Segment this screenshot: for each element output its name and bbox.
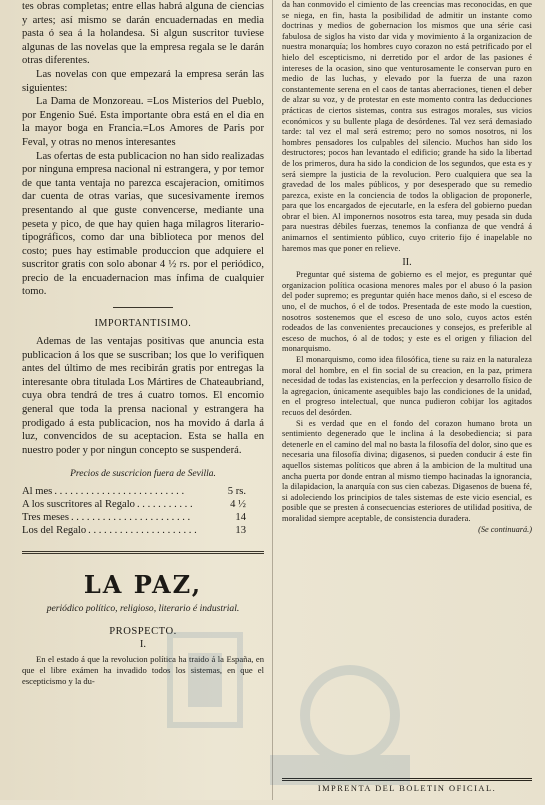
price-list — [22, 485, 264, 537]
right-column — [282, 0, 532, 800]
price-value: 4 ½ — [230, 499, 246, 511]
right-paragraph-2: Preguntar qué sistema de gobierno es el mejor, es preguntar qué organizacion política ocasiona menores males por el abuso ó la pasion del poder supremo; es preguntar quién hace menos daño, si el esceso de uno, el de muchos, ó el de todos. Presentada de este modo la cuestion, nosotros sostenemos que el esceso de uno solo, cuyos actos estén rodeados de las convenientes precauciones y consejos, es preferible al esceso de muchos, ó al de todos; y este es el origen y filiacion del monarquismo. — [282, 270, 532, 354]
important-heading: IMPORTANTISIMO. — [94, 318, 192, 330]
section-numeral-1: I. — [139, 639, 147, 651]
right-paragraph-1: da han conmovido el cimiento de las creencias mas reconocidas, en que se niega, en fin, hasta la posibilidad de admitir un instante como doctrinas y medios de gobernacion los mismos que una série casi fabulosa de siglos ha visto dar vida y movimiento á la organizacion de nuestra monarquía; los hombres cuyo corazon no está petrificado por el hielo del escepticismo, ni derretido por el ardor de las pasiones é intereses de la ocasion, sino que venturosamente le conservan puro en medio de las luchas, y elevado por la fuerza de una razon constantemente serena en el caos de tantas aberraciones, tienen el deber de alzar su voz, y de protestar en este momento contra las deducciones prácticas de ciertos sistemas, contra sus estragos morales, sus vicios económicos y su bullente plaga de desórdenes. Tal vez será demasiado tarde: tal vez el mal será estremo; pero no somos nosotros, ni los hombres pensadores los culpables del silencio. Muchos han sido los destructores; pocos han levantado el edificio; grande ha sido la libertad de los primeros, dura ha sido la condicion de los segundos, que esta es y será siempre la justicia de la revolucion. Pero cualquiera que sea la gravedad de los males públicos, y por desesperado que su remedio parezca, existe en la conciencia de todos la obligacion de proponerle, para que los encargados de ejecutarle, en la esfera del gobierno puedan obrar el bien. Al imponernos nosotros esta tarea, muy pesada sin duda para nuestras débiles fuerzas, tenemos la confianza de que vendrá á animarnos el sentimiento público, cuyo criterio fijo é inapelable no haremos mas que poner en relieve. — [282, 0, 532, 253]
right-paragraph-4: Si es verdad que en el fondo del corazon humano brota un sentimiento degenerado que le inclina á la desobediencia; si para detenerle en el camino del mal no basta la filosofía del dolor, sino que es necesaria una filosofía divina; digasenos, si pueden conducir á este fin aquellos sistemas políticos que abren á la ambicion de la multitud una ancha puerta por donde entran al mismo tiempo hacinadas la ignorancia, la dilapidacion, la anarquía con sus cien cabezas. Digasenos de buena fé, si adoleciendo los principios de tales sistemas de este vicio esencial, es posible que se presten á consecuencias esteriores de utilidad positiva, de moralidad siempre aceptable, de consistencia duradera. — [282, 418, 532, 523]
masthead-rule — [22, 551, 264, 554]
column-divider — [272, 0, 273, 800]
price-value: 5 rs. — [227, 486, 246, 498]
price-row: A los suscritores al Regalo . . . . . . . . . . . 4 ½ — [22, 499, 246, 511]
price-label: Tres meses — [22, 512, 69, 524]
price-value: 14 — [235, 512, 246, 524]
prospecto-paragraph: En el estado á que la revolucion política ha traido á la España, en que el libre exámen ha invadido todos los sistemas, en que el escepticismo y la du- — [22, 654, 264, 687]
price-label: Al mes — [22, 486, 53, 498]
price-row: Al mes . . . . . . . . . . . . . . . . . . . . . . . . . 5 rs. — [22, 486, 246, 498]
offers-paragraph: Las ofertas de esta publicacion no han sido realizadas por ninguna empresa nacional ni estrangera, y por temor de que tanta ventaja no parezca escajeracion, omitimos dar cuenta de otras varias, que sucesivamente iremos presentando al que guste convencerse, mediante una peseta y pico, de que hay quien haga milagros literario-tipográficos, como dar una biblioteca por menos del costo; pues hay estimable produccion que adquiere el suscritor gratis con solo abonar 4 ½ rs. por el periódico, precio de la encuadernacion mas ínfima de cualquier tomo. — [22, 150, 264, 298]
section-divider — [113, 307, 173, 308]
masthead-title: LA PAZ, — [83, 570, 203, 600]
continued-note: (Se continuará.) — [478, 524, 532, 534]
prospecto-heading: PROSPECTO. — [109, 626, 177, 638]
left-column — [22, 0, 264, 800]
right-paragraph-3: El monarquismo, como idea filosófica, tiene su raiz en la naturaleza moral del hombre, en el fin social de su creacion, en la paz, primera necesidad de todas las existencias, en la perfeccion y desarrollo físico de la agregacion, únicamente asequibles bajo las condiciones de la unidad, en el progreso intelectual, que nunca pudieron cobijar los agitados recuos del desórden. — [282, 355, 532, 417]
footer-rule — [282, 778, 532, 781]
intro-paragraph-1: tes obras completas; entre ellas habrá alguna de ciencias y artes; así mismo se darán encuadernadas en media pasta ó sea á la holandesa. Si algun suscritor tuviese algunas de las novelas que la empresa regala se le darán otras diferentes. — [22, 1, 264, 67]
price-value: 13 — [235, 525, 246, 537]
printer-imprint: IMPRENTA DEL BOLETIN OFICIAL. — [317, 784, 497, 793]
prices-title: Precios de suscricion fuera de Sevilla. — [70, 469, 216, 480]
price-label: A los suscritores al Regalo — [22, 499, 135, 511]
masthead-subtitle: periódico político, religioso, literario é industrial. — [46, 603, 240, 615]
price-label: Los del Regalo — [22, 525, 87, 537]
price-row: Los del Regalo . . . . . . . . . . . . . . . . . . . . . 13 — [22, 525, 246, 537]
price-row: Tres meses . . . . . . . . . . . . . . . . . . . . . . . 14 — [22, 512, 246, 524]
section-numeral-2: II. — [402, 257, 412, 269]
intro-paragraph-2: Las novelas con que empezará la empresa serán las siguientes: — [22, 68, 264, 94]
important-paragraph: Ademas de las ventajas positivas que anuncia esta publicacion á los que se suscriban; los que lo verifiquen antes del último de mes recibirán gratis por entregas la interesante obra titulada Los Mártires de Chateaubriand, cuya obra tendrá de tres á cuatro tomos. El encomio general que toda la prensa nacional y estrangera ha prodigado á esta publicacion, nos ha movido á darla á luz, convencidos de su aceptacion. Esta se halla en nuestro poder y por ningun concepto se suspenderá. — [22, 336, 264, 456]
novel-list-paragraph: La Dama de Monzoreau. =Los Misterios del Pueblo, por Engenio Sué. Esta importante obra está en el dia en la mayor boga en Francia.=Los Amores de Paris por Feval, y otras no menos interesantes — [22, 96, 264, 148]
